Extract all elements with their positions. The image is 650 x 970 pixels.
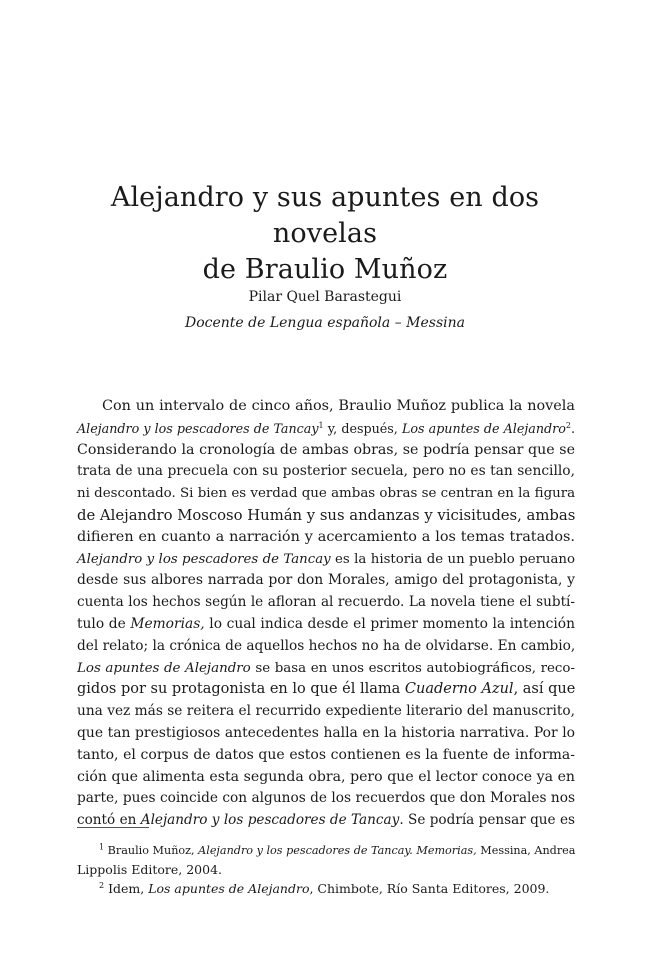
footnote-line — [77, 841, 575, 860]
text-run: de Alejandro Moscoso Humán y sus andanzas y vicisitudes, ambas — [77, 506, 576, 524]
body-line — [77, 440, 575, 462]
body-line — [77, 810, 575, 832]
text-run: lo cual indica desde el primer momento la intención — [204, 615, 575, 632]
footnote-ref: 1 — [318, 420, 324, 430]
text-run: difieren en cuanto a narración y acercamiento a los temas tratados. — [77, 528, 575, 545]
text-run: se basa en unos escritos autobiográficos, reco- — [250, 660, 576, 676]
text-run: . — [570, 420, 575, 436]
chapter-title-line-2: de Braulio Muñoz — [202, 254, 448, 285]
text-run: trata de una precuela con su posterior secuela, pero no es tan sencillo, — [77, 463, 575, 480]
book-title: Alejandro y los pescadores de Tancay. Memorias, — [198, 844, 477, 857]
text-run: Messina, Andrea — [476, 844, 576, 857]
text-run: del relato; la crónica de aquellos hechos no ha de olvidarse. En cambio, — [77, 637, 576, 654]
text-run: y, después, — [323, 420, 402, 436]
footnote-line — [77, 879, 575, 898]
book-title: Los apuntes de Alejandro — [401, 420, 566, 436]
book-title: Alejandro y los pescadores de Tancay — [77, 551, 331, 567]
book-title: Los apuntes de Alejandro — [148, 881, 310, 896]
body-paragraph — [77, 396, 575, 832]
book-title: Alejandro y los pescadores de Tancay — [140, 812, 400, 829]
body-line — [77, 701, 575, 723]
body-line — [77, 592, 575, 614]
body-line — [77, 483, 575, 505]
text-run: Lippolis Editore, 2004. — [77, 862, 222, 877]
text-run: Idem, — [104, 881, 149, 896]
text-run: parte, pues coincide con algunos de los recuerdos que don Morales nos — [77, 790, 575, 807]
text-run: una vez más se reitera el recurrido expediente literario del manuscrito, — [77, 703, 575, 720]
footnote-number: 2 — [99, 880, 105, 890]
text-run: , así que — [513, 681, 576, 698]
text-run: tanto, el corpus de datos que estos contienen es la fuente de informa- — [77, 746, 575, 763]
text-run: Considerando la cronología de ambas obras, se podría pensar que se — [77, 441, 575, 458]
footnote-2 — [77, 879, 575, 898]
footnote-number: 1 — [99, 842, 105, 852]
body-line — [77, 614, 575, 636]
book-title: Memorias, — [130, 615, 205, 632]
text-run: ni descontado. Si bien es verdad que ambas obras se centran en la figura — [77, 486, 576, 502]
body-line — [77, 418, 575, 440]
text-run: . Se podría pensar que es — [399, 812, 575, 829]
footnote-line — [77, 860, 575, 879]
body-line — [77, 745, 575, 767]
body-line — [77, 658, 575, 680]
text-run: ción que alimenta esta segunda obra, pero que el lector conoce ya en — [77, 768, 575, 785]
body-line — [77, 570, 575, 592]
text-run: cuenta los hechos según le afloran al recuerdo. La novela tiene el subtí- — [77, 594, 575, 611]
body-line — [77, 396, 575, 418]
text-run: gidos por su protagonista en lo que él llama — [77, 681, 405, 698]
author-name: Pilar Quel Barastegui — [248, 289, 402, 305]
chapter-title-line-1: Alejandro y sus apuntes en dos novelas — [110, 182, 540, 249]
body-line — [77, 788, 575, 810]
body-line — [77, 767, 575, 789]
body-line — [77, 723, 575, 745]
chapter-title — [70, 180, 580, 288]
book-title: Alejandro y los pescadores de Tancay — [77, 420, 319, 436]
text-run: Con un intervalo de cinco años, Braulio Muñoz publica la novela — [102, 398, 575, 414]
text-run: Braulio Muñoz, — [104, 844, 199, 857]
body-line — [77, 679, 575, 701]
text-run: es la historia de un pueblo peruano — [330, 551, 575, 567]
footnote-ref: 2 — [565, 420, 571, 430]
text-run: , Chimbote, Río Santa Editores, 2009. — [309, 881, 550, 896]
author-affiliation: Docente de Lengua española – Messina — [184, 315, 465, 331]
text-run: tulo de — [77, 615, 131, 632]
text-run: desde sus albores narrada por don Morales, amigo del protagonista, y — [77, 572, 575, 589]
book-title: Cuaderno Azul — [404, 681, 514, 698]
body-line — [77, 549, 575, 571]
body-line — [77, 636, 575, 658]
text-run: que tan prestigiosos antecedentes halla en la historia narrativa. Por lo — [77, 724, 575, 741]
footnote-1 — [77, 841, 575, 879]
text-run: contó en — [77, 812, 141, 829]
footnote-divider — [77, 827, 149, 828]
body-line — [77, 505, 575, 527]
body-line — [77, 527, 575, 549]
body-line — [77, 461, 575, 483]
book-title: Los apuntes de Alejandro — [77, 660, 251, 676]
